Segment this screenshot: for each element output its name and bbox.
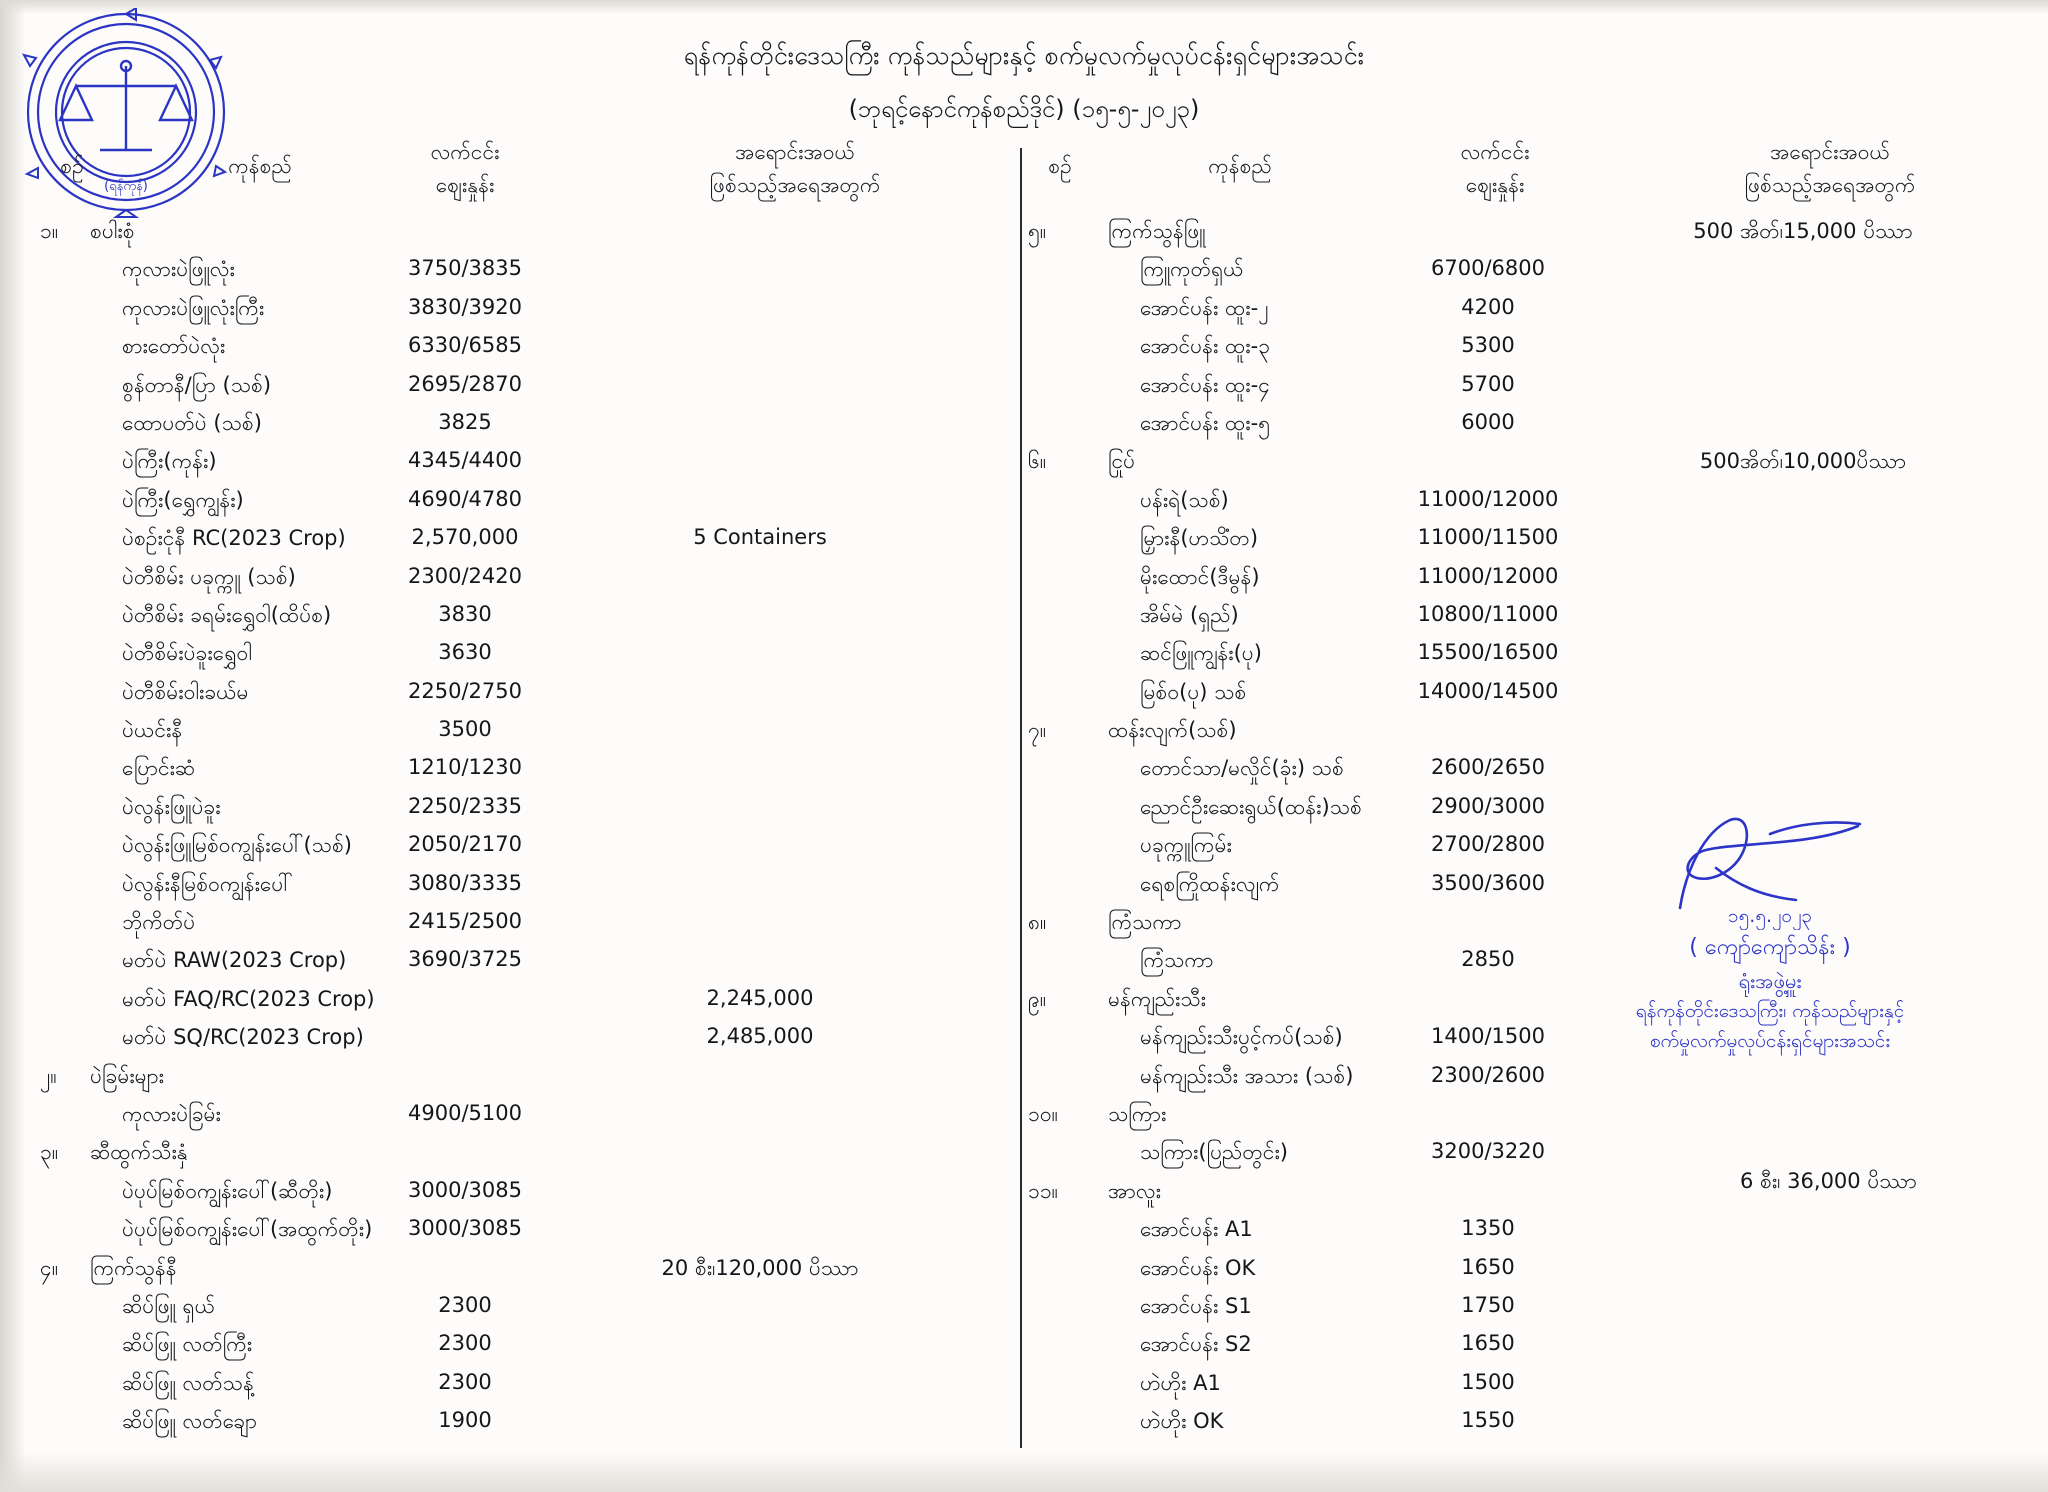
table-row [40, 794, 1000, 832]
table-row [40, 602, 1000, 640]
row-item-name: ကြံသကာ [1140, 948, 1214, 973]
row-item-name: ကုလားပဲဖြူလုံး [122, 257, 235, 282]
row-item-name: မတ်ပဲ FAQ/RC(2023 Crop) [122, 986, 375, 1011]
row-price: 2600/2650 [1431, 755, 1545, 780]
table-row [1028, 1293, 2018, 1331]
table-row [40, 1063, 1000, 1101]
row-item-name: ထောပတ်ပဲ (သစ်) [122, 410, 262, 435]
row-item-name: အောင်ပန်း A1 [1140, 1217, 1253, 1242]
row-item-name: မြစ်ဝ(ပု) သစ် [1140, 679, 1247, 704]
right-header-price: လက်ငင်း ဈေးနှုန်း [1460, 140, 1530, 197]
row-price: 3630 [438, 640, 492, 665]
table-row [40, 717, 1000, 755]
row-item-name: ပဲတီစိမ်းပဲခူးရွှေဝါ [122, 641, 252, 666]
row-item-name: ပဲပုပ်မြစ်ဝကျွန်းပေါ်(ဆီတိုး) [122, 1178, 333, 1203]
seal-inner-text: (ရန်ကုန်) [104, 179, 148, 194]
table-row [40, 256, 1000, 294]
row-item-name: သကြား(ပြည်တွင်း) [1140, 1140, 1288, 1165]
row-item-name: ဟဲဟိုး A1 [1140, 1370, 1221, 1395]
row-index: ၈။ [1028, 910, 1047, 935]
row-price: 1650 [1461, 1331, 1515, 1356]
row-price: 2300/2420 [408, 563, 522, 588]
row-item-name: တောင်သာ/မလှိုင်(ခုံး) သစ် [1140, 756, 1344, 781]
row-index: ၂။ [40, 1063, 57, 1088]
row-item-name: အာလူး [1108, 1178, 1161, 1203]
row-price: 3500 [438, 717, 492, 742]
row-item-name: ပဲကြီး(ရွှေကျွန်း) [122, 487, 244, 512]
row-item-name: ဆိပ်ဖြူ လတ်ချော [122, 1409, 258, 1434]
signature-note: 6 စီး၊ 36,000 ပိဿာ [1740, 1169, 1917, 1193]
row-price: 5300 [1461, 333, 1515, 358]
row-price: 1500 [1461, 1369, 1515, 1394]
row-item-name: အောင်ပန်း S2 [1140, 1332, 1252, 1357]
row-item-name: ဆိပ်ဖြူ ရှယ် [122, 1293, 215, 1318]
row-price: 11000/11500 [1417, 525, 1559, 550]
left-header-price: လက်ငင်း ဈေးနှုန်း [430, 140, 500, 197]
row-price: 2300 [438, 1369, 492, 1394]
row-item-name: အောင်ပန်း ထူး-၃ [1140, 334, 1271, 359]
row-price: 4690/4780 [408, 486, 522, 511]
row-item-name: အောင်ပန်း S1 [1140, 1293, 1252, 1318]
table-row [40, 1101, 1000, 1139]
row-item-name: အောင်ပန်း ထူး-၄ [1140, 372, 1271, 397]
row-price: 10800/11000 [1417, 601, 1559, 626]
row-item-name: ကြက်သွန်ဖြူ [1108, 219, 1206, 243]
row-price: 2250/2335 [408, 793, 522, 818]
table-row [40, 871, 1000, 909]
table-row [40, 1331, 1000, 1369]
row-index: ၃။ [40, 1140, 59, 1165]
row-item-name: ကြံသကာ [1108, 910, 1182, 935]
row-item-name: မိုးထောင်(ဒီမွန်) [1140, 564, 1260, 589]
table-row [40, 1255, 1000, 1293]
row-index: ၅။ [1028, 219, 1047, 243]
row-item-name: ပခုက္ကူကြမ်း [1140, 833, 1232, 858]
row-item-name: ပဲစဉ်းငုံနီ RC(2023 Crop) [122, 526, 346, 551]
table-row [40, 1178, 1000, 1216]
table-row [1028, 448, 2018, 486]
table-row [1028, 1101, 2018, 1139]
table-row [40, 1024, 1000, 1062]
table-row [40, 755, 1000, 793]
row-quantity: 20 စီး၊120,000 ပိဿာ [661, 1255, 859, 1280]
table-row [1028, 1331, 2018, 1369]
table-row [1028, 333, 2018, 371]
row-item-name: ဆင်ဖြူကျွန်း(ပု) [1140, 641, 1262, 666]
table-row [1028, 1408, 2018, 1446]
row-item-name: စပါးစုံ [90, 219, 135, 243]
row-item-name: ဆိပ်ဖြူ လတ်သန့် [122, 1370, 254, 1395]
table-row [1028, 1063, 2018, 1101]
signature-role: ရုံးအဖွဲ့မှူး [1738, 969, 1802, 994]
row-item-name: ကုလားပဲခြမ်း [122, 1101, 221, 1126]
table-row [40, 640, 1000, 678]
table-row [40, 410, 1000, 448]
row-price: 2415/2500 [408, 909, 522, 934]
row-price: 2250/2750 [408, 678, 522, 703]
row-item-name: အောင်ပန်း ထူး-၅ [1140, 410, 1271, 435]
row-price: 11000/12000 [1417, 486, 1559, 511]
row-price: 2700/2800 [1431, 832, 1545, 857]
row-item-name: ငြုပ် [1108, 449, 1136, 474]
row-price: 15500/16500 [1417, 640, 1559, 665]
row-price: 3830/3920 [408, 294, 522, 319]
row-index: ၁၀။ [1028, 1101, 1058, 1126]
table-row [1028, 755, 2018, 793]
row-price: 2,570,000 [411, 525, 519, 550]
row-item-name: မန်ကျည်းသီး အသား (သစ်) [1140, 1063, 1354, 1088]
row-price: 3825 [438, 409, 492, 434]
row-item-name: ရေစကြိုထန်းလျက် [1140, 871, 1280, 896]
table-row [40, 487, 1000, 525]
row-item-name: ပဲယင်းနီ [122, 718, 183, 743]
paper-edge-shading-bottom [0, 1452, 2048, 1492]
row-price: 1400/1500 [1431, 1024, 1545, 1049]
row-price: 3500/3600 [1431, 870, 1545, 895]
row-quantity: 5 Containers [693, 525, 827, 550]
row-item-name: မန်ကျည်းသီး [1108, 986, 1207, 1011]
row-quantity: 500 အိတ်၊15,000 ပိဿာ [1693, 219, 1913, 243]
row-item-name: ပဲခြမ်းများ [90, 1063, 164, 1088]
row-price: 3830 [438, 601, 492, 626]
row-item-name: အိမ်မဲ (ရှည်) [1140, 602, 1239, 627]
row-item-name: ပဲတီစိမ်း ပခုက္ကူ (သစ်) [122, 564, 296, 589]
row-price: 2300 [438, 1331, 492, 1356]
row-quantity: 2,245,000 [706, 985, 814, 1010]
table-row [1028, 1255, 2018, 1293]
row-item-name: ပဲတီစိမ်းဝါးခယ်မ [122, 679, 249, 704]
price-table-left [40, 218, 1000, 1447]
row-item-name: မြှားနီ(ဟသိံတ) [1140, 526, 1259, 551]
row-item-name: စားတော်ပဲလုံး [122, 334, 226, 359]
row-price: 6330/6585 [408, 333, 522, 358]
row-item-name: သကြား [1108, 1101, 1167, 1126]
row-price: 4900/5100 [408, 1100, 522, 1125]
signature-org-line1: ရန်ကုန်တိုင်းဒေသကြီး၊ ကုန်သည်များနှင့် [1635, 1000, 1905, 1023]
signature-date: ၁၅.၅.၂၀၂၃ [1727, 905, 1813, 927]
paper-edge-shading-left [0, 0, 26, 1492]
handwritten-signature-icon [1620, 810, 1920, 930]
row-index: ၆။ [1028, 449, 1047, 474]
row-price: 1350 [1461, 1216, 1515, 1241]
column-divider [1020, 148, 1022, 1448]
right-header-quantity: အရောင်းအဝယ် ဖြစ်သည့်အရေအတွက် [1744, 140, 1916, 197]
row-index: ၁၁။ [1028, 1178, 1058, 1203]
paper-edge-shading-top [0, 0, 2048, 14]
row-item-name: ဘိုကိတ်ပဲ [122, 910, 196, 935]
table-row [40, 679, 1000, 717]
table-row [40, 1370, 1000, 1408]
page-title: ရန်ကုန်တိုင်းဒေသကြီး ကုန်သည်များနှင့် စက်မှုလက်မှုလုပ်ငန်းရှင်များအသင်း [683, 41, 1365, 70]
table-row [1028, 602, 2018, 640]
row-index: ၉။ [1028, 986, 1047, 1011]
table-row [40, 832, 1000, 870]
table-row [1028, 564, 2018, 602]
table-row [1028, 1370, 2018, 1408]
row-item-name: ပဲလွန်းဖြူပဲခူး [122, 794, 221, 819]
row-price: 3200/3220 [1431, 1139, 1545, 1164]
table-row [1028, 487, 2018, 525]
page-subtitle: (ဘုရင့်နောင်ကုန်စည်ဒိုင်) (၁၅-၅-၂၀၂၃) [848, 95, 1200, 123]
signature-org-line2: စက်မှုလက်မှုလုပ်ငန်းရှင်များအသင်း [1649, 1029, 1891, 1052]
row-price: 4200 [1461, 294, 1515, 319]
row-item-name: မတ်ပဲ RAW(2023 Crop) [122, 948, 347, 973]
table-row [40, 333, 1000, 371]
left-header-index: စဉ် [60, 154, 84, 178]
row-item-name: ပဲလွန်းနီမြစ်ဝကျွန်းပေါ် [122, 871, 293, 896]
row-item-name: မန်ကျည်းသီးပွင့်ကပ်(သစ်) [1140, 1025, 1343, 1050]
row-item-name: ဆီထွက်သီးနှံ [90, 1140, 188, 1165]
row-index: ၇။ [1028, 718, 1047, 743]
left-header-item: ကုန်စည် [228, 154, 292, 178]
left-header-quantity: အရောင်းအဝယ် ဖြစ်သည့်အရေအတွက် [709, 140, 881, 197]
row-price: 2900/3000 [1431, 793, 1545, 818]
table-row [40, 372, 1000, 410]
table-row [1028, 679, 2018, 717]
row-price: 1210/1230 [408, 755, 522, 780]
row-item-name: ပြောင်းဆံ [122, 756, 196, 781]
table-row [1028, 295, 2018, 333]
row-item-name: ညောင်ဦးဆေးရွယ်(ထန်း)သစ် [1140, 794, 1362, 819]
row-index: ၁။ [40, 219, 59, 243]
right-header-index: စဉ် [1048, 154, 1072, 178]
row-item-name: ပဲတီစိမ်း ခရမ်းရွှေဝါ(ထိပ်စ) [122, 602, 332, 627]
row-item-name: ပဲလွန်းဖြူမြစ်ဝကျွန်းပေါ်(သစ်) [122, 833, 352, 858]
table-row [40, 1293, 1000, 1331]
row-quantity: 500အိတ်၊10,000ပိဿာ [1699, 449, 1907, 474]
row-price: 2300/2600 [1431, 1062, 1545, 1087]
row-price: 3000/3085 [408, 1216, 522, 1241]
row-item-name: ဆိပ်ဖြူ လတ်ကြီး [122, 1332, 253, 1357]
row-price: 6700/6800 [1431, 256, 1545, 281]
row-price: 3000/3085 [408, 1177, 522, 1202]
row-price: 1900 [438, 1408, 492, 1433]
signature-name: ( ကျော်ကျော်သိန်း ) [1689, 935, 1851, 960]
row-item-name: အောင်ပန်း OK [1140, 1255, 1256, 1280]
row-price: 5700 [1461, 371, 1515, 396]
row-quantity: 2,485,000 [706, 1024, 814, 1049]
row-price: 14000/14500 [1417, 678, 1559, 703]
row-item-name: ပန်းရဲ(သစ်) [1140, 487, 1229, 512]
table-row [1028, 1216, 2018, 1254]
table-row [1028, 525, 2018, 563]
table-row [40, 448, 1000, 486]
table-row [1028, 640, 2018, 678]
row-index: ၄။ [40, 1255, 59, 1280]
row-price: 1750 [1461, 1292, 1515, 1317]
row-item-name: အောင်ပန်း ထူး-၂ [1140, 295, 1269, 320]
table-row [1028, 410, 2018, 448]
table-row [1028, 218, 2018, 256]
row-item-name: ဟဲဟိုး OK [1140, 1409, 1224, 1434]
row-price: 3080/3335 [408, 870, 522, 895]
table-row [40, 909, 1000, 947]
row-price: 6000 [1461, 409, 1515, 434]
row-price: 1650 [1461, 1254, 1515, 1279]
row-price: 4345/4400 [408, 448, 522, 473]
table-row [40, 295, 1000, 333]
row-price: 2300 [438, 1292, 492, 1317]
table-row [40, 986, 1000, 1024]
row-item-name: ကုလားပဲဖြူလုံးကြီး [122, 295, 265, 320]
row-price: 11000/12000 [1417, 563, 1559, 588]
row-price: 3690/3725 [408, 947, 522, 972]
table-row [40, 1139, 1000, 1177]
table-row [40, 564, 1000, 602]
row-price: 2050/2170 [408, 832, 522, 857]
document-header [0, 40, 2048, 129]
signature-block [1540, 810, 2000, 1056]
row-item-name: ပဲကြီး(ကုန်း) [122, 449, 217, 474]
row-item-name: ကြူကုတ်ရှယ် [1140, 257, 1244, 282]
row-price: 2695/2870 [408, 371, 522, 396]
row-price: 3750/3835 [408, 256, 522, 281]
row-item-name: ထန်းလျက်(သစ်) [1108, 718, 1237, 743]
table-row [1028, 372, 2018, 410]
table-row [40, 1216, 1000, 1254]
row-item-name: မတ်ပဲ SQ/RC(2023 Crop) [122, 1025, 364, 1050]
row-price: 1550 [1461, 1408, 1515, 1433]
table-row [40, 525, 1000, 563]
table-row [40, 218, 1000, 256]
row-item-name: ကြက်သွန်နီ [90, 1255, 177, 1280]
row-item-name: စွန်တာနီ/ပြာ (သစ်) [122, 372, 272, 397]
table-row [40, 947, 1000, 985]
row-item-name: ပဲပုပ်မြစ်ဝကျွန်းပေါ်(အထွက်တိုး) [122, 1217, 373, 1242]
table-row [1028, 717, 2018, 755]
right-header-item: ကုန်စည် [1208, 154, 1272, 178]
row-price: 2850 [1461, 947, 1515, 972]
table-row [1028, 256, 2018, 294]
table-row [40, 1408, 1000, 1446]
